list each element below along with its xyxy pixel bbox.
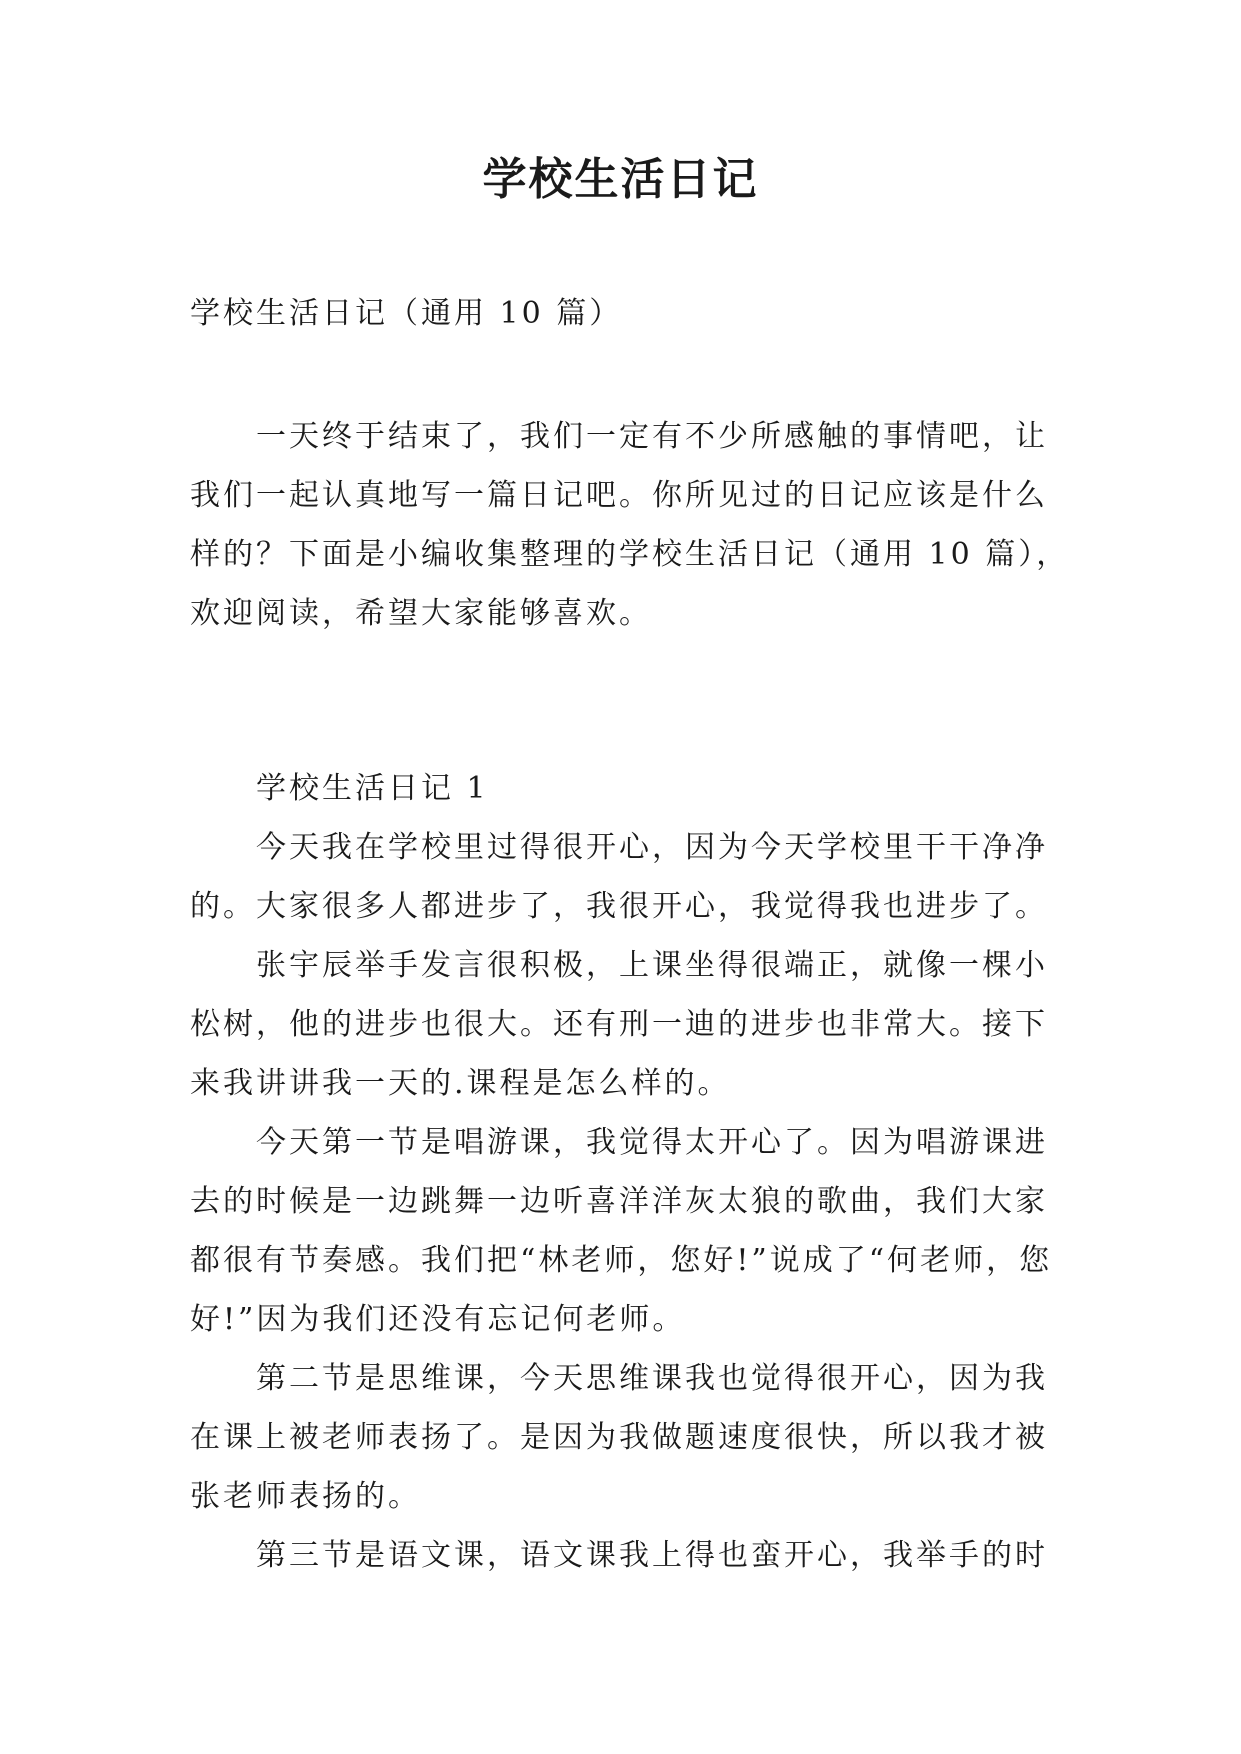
- body-paragraph: 第三节是语文课，语文课我上得也蛮开心，我举手的时: [256, 1538, 1048, 1573]
- section-heading: 学校生活日记 1: [256, 771, 489, 806]
- intro-paragraph: 一天终于结束了，我们一定有不少所感触的事情吧，让我们一起认真地写一篇日记吧。你所见过的日记应该是什么样的？下面是小编收集整理的学校生活日记（通用 10 篇），欢迎阅读，希望大家能够喜欢。: [190, 419, 1070, 631]
- document-title: 学校生活日记: [482, 154, 759, 205]
- diary-entry-1: [190, 759, 1070, 1585]
- body-paragraph: 第二节是思维课，今天思维课我也觉得很开心，因为我在课上被老师表扬了。是因为我做题速度很快，所以我才被张老师表扬的。: [190, 1361, 1048, 1514]
- document-subtitle: 学校生活日记（通用 10 篇）: [190, 296, 623, 331]
- body-paragraph: 今天我在学校里过得很开心，因为今天学校里干干净净的。大家很多人都进步了，我很开心，我觉得我也进步了。: [190, 830, 1048, 924]
- body-paragraph: 张宇辰举手发言很积极，上课坐得很端正，就像一棵小松树，他的进步也很大。还有刑一迪的进步也非常大。接下来我讲讲我一天的.课程是怎么样的。: [190, 948, 1048, 1101]
- body-paragraph: 今天第一节是唱游课，我觉得太开心了。因为唱游课进去的时候是一边跳舞一边听喜洋洋灰太狼的歌曲，我们大家都很有节奏感。我们把“林老师，您好!”说成了“何老师，您好!”因为我们还没有忘记何老师。: [190, 1125, 1053, 1337]
